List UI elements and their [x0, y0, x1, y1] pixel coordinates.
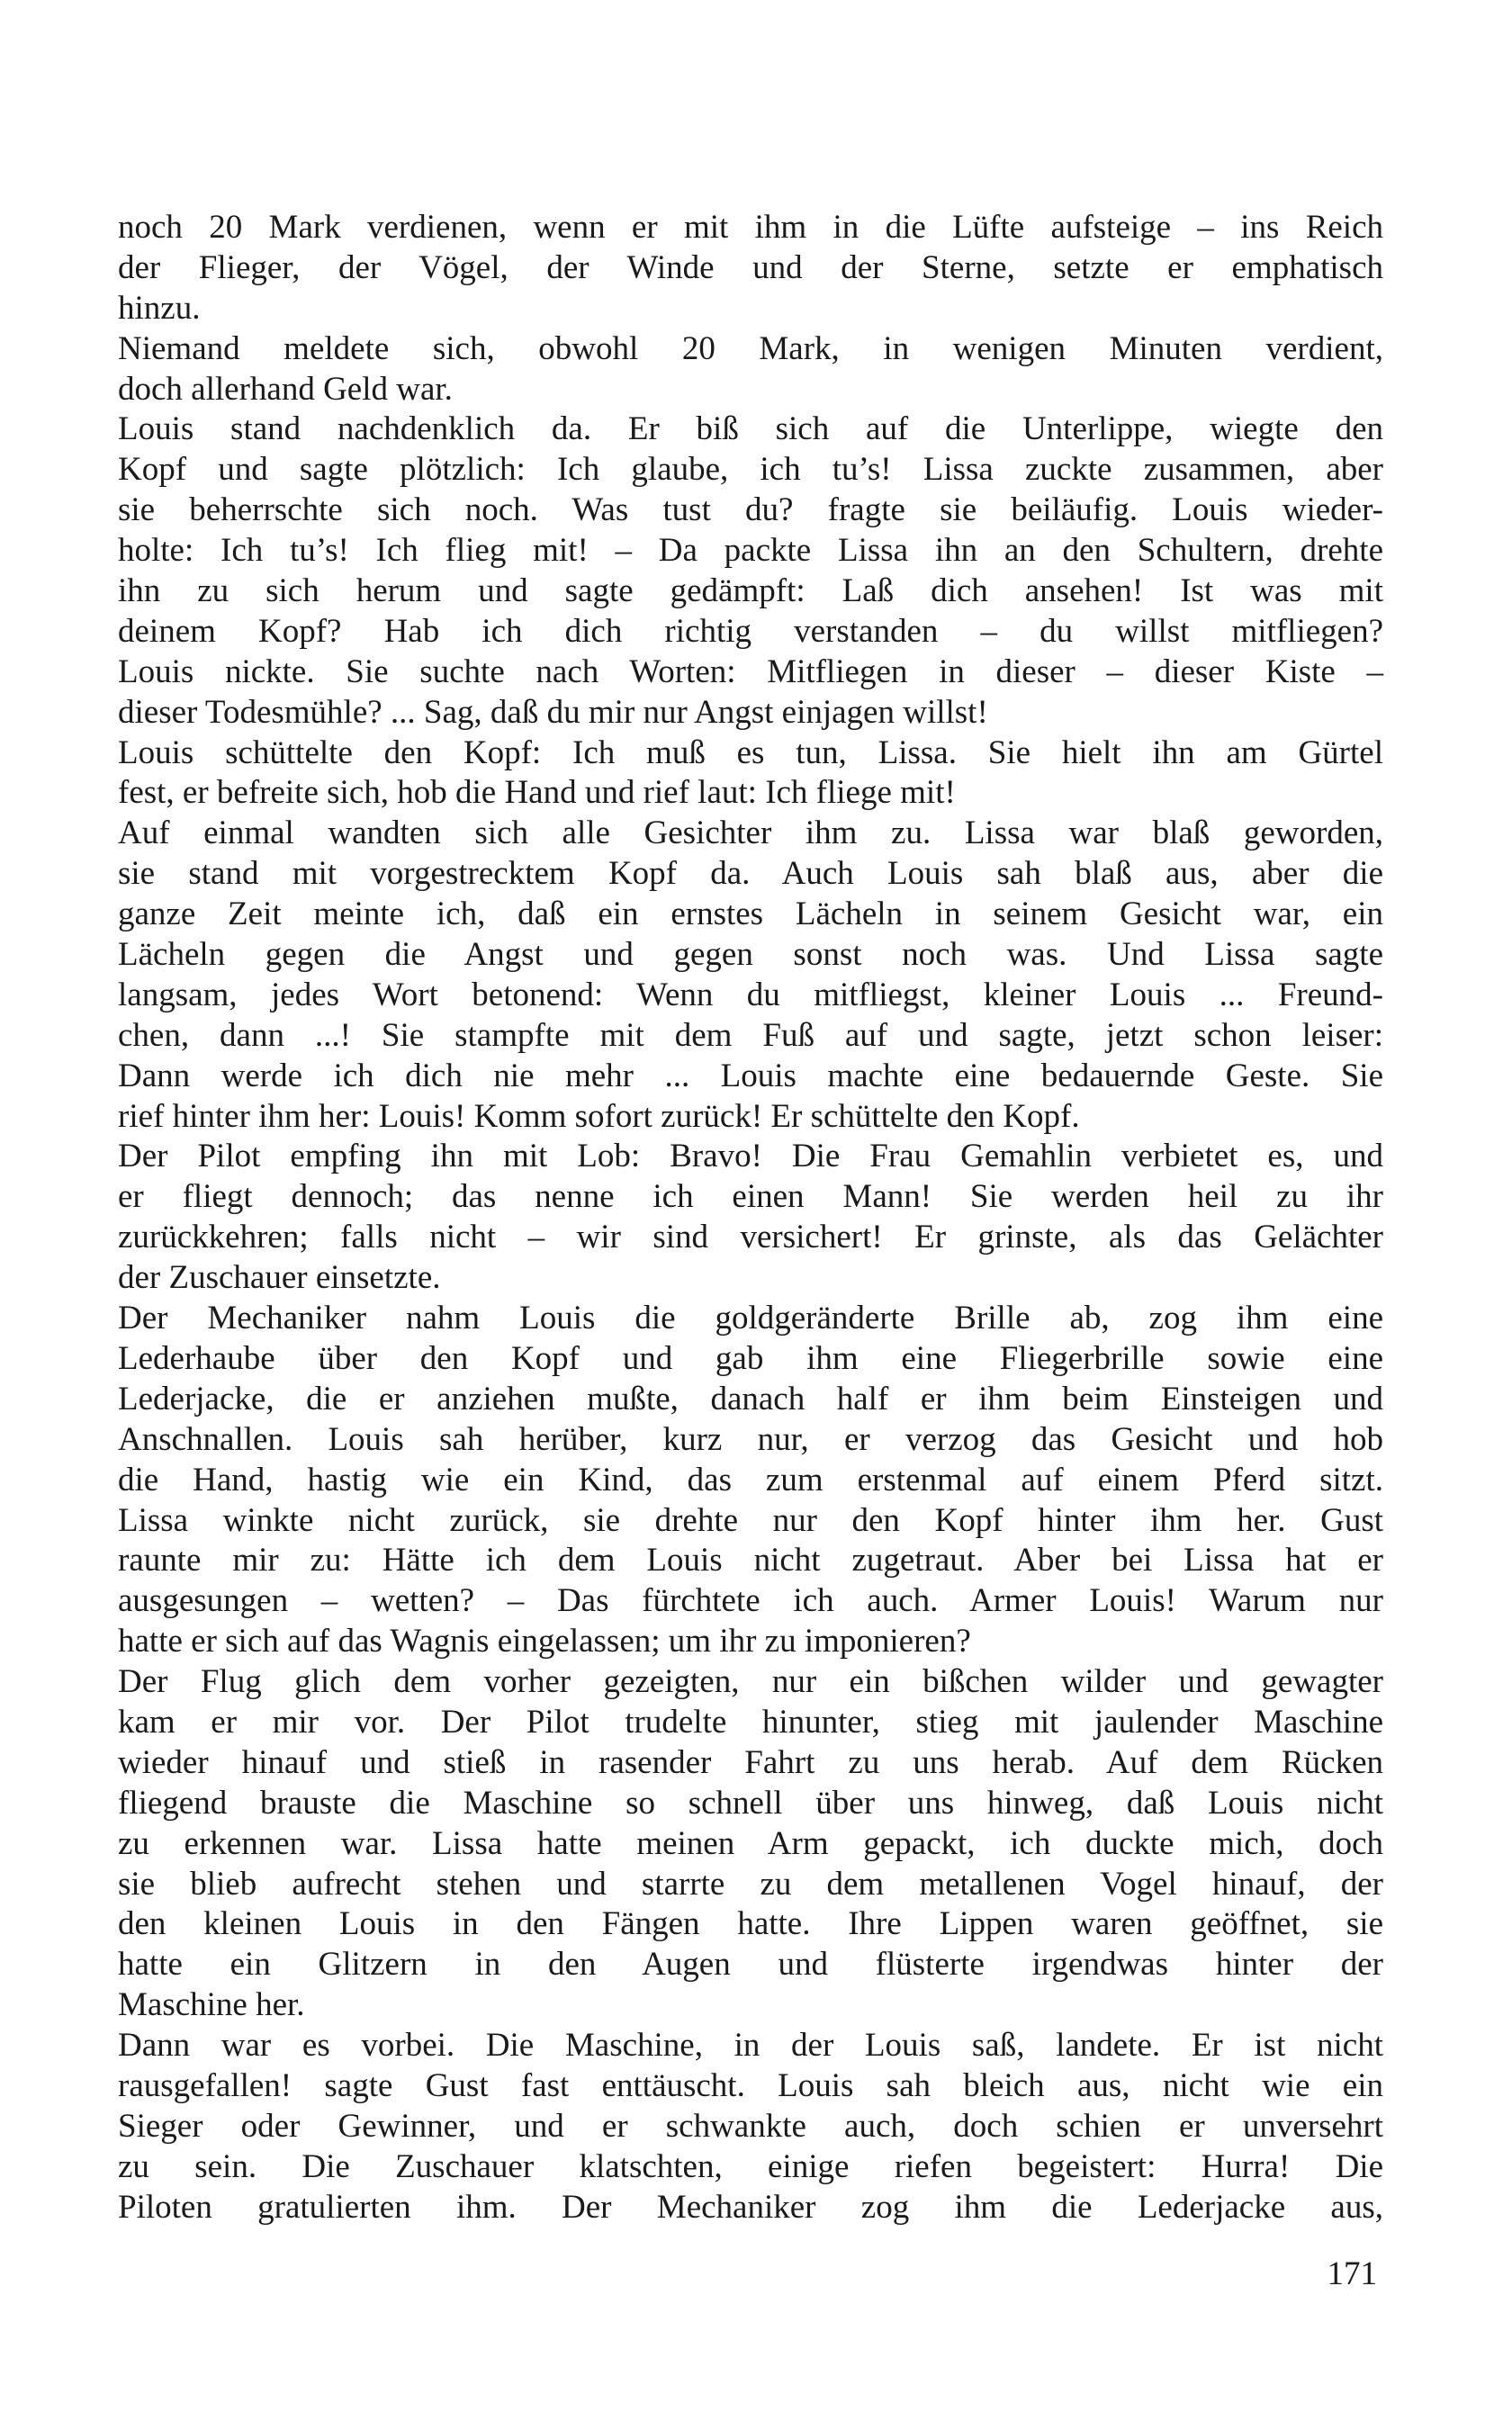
text-line: Der Mechaniker nahm Louis die goldgeränderte Brille ab, zog ihm eine — [118, 1300, 1383, 1337]
text-line: langsam, jedes Wort betonend: Wenn du mitfliegst, kleiner Louis ... Freund- — [118, 976, 1383, 1013]
text-line: doch allerhand Geld war. — [118, 370, 453, 408]
paragraph — [118, 329, 1383, 410]
paragraph — [118, 410, 1383, 733]
text-line: fest, er befreite sich, hob die Hand und rief laut: Ich fliege mit! — [118, 774, 956, 812]
text-line: hinzu. — [118, 289, 201, 327]
text-line: zurückkehren; falls nicht – wir sind versichert! Er grinste, als das Gelächter — [118, 1219, 1383, 1256]
paragraph — [118, 734, 1383, 814]
text-line: Lederhaube über den Kopf und gab ihm eine Fliegerbrille sowie eine — [118, 1339, 1383, 1377]
text-line: Der Pilot empfing ihn mit Lob: Bravo! Die Frau Gemahlin verbietet es, und — [118, 1138, 1383, 1175]
text-line: noch 20 Mark verdienen, wenn er mit ihm in die Lüfte aufsteige – ins Reich — [118, 209, 1383, 246]
text-line: Piloten gratulierten ihm. Der Mechaniker zog ihm die Lederjacke aus, — [118, 2188, 1383, 2226]
text-line: hatte er sich auf das Wagnis eingelassen; um ihr zu imponieren? — [118, 1623, 971, 1660]
text-line: Niemand meldete sich, obwohl 20 Mark, in wenigen Minuten verdient, — [118, 329, 1383, 367]
paragraph — [118, 2026, 1383, 2228]
text-line: Maschine her. — [118, 1986, 305, 2024]
text-line: wieder hinauf und stieß in rasender Fahrt zu uns herab. Auf dem Rücken — [118, 1743, 1383, 1781]
text-line: Sieger oder Gewinner, und er schwankte auch, doch schien er unversehrt — [118, 2107, 1383, 2145]
text-line: ihn zu sich herum und sagte gedämpft: Laß dich ansehen! Ist was mit — [118, 572, 1383, 610]
text-line: fliegend brauste die Maschine so schnell über uns hinweg, daß Louis nicht — [118, 1784, 1383, 1822]
text-line: rausgefallen! sagte Gust fast enttäuscht. Louis sah bleich aus, nicht wie ein — [118, 2066, 1383, 2104]
text-line: den kleinen Louis in den Fängen hatte. Ihre Lippen waren geöffnet, sie — [118, 1905, 1383, 1943]
text-line: Louis schüttelte den Kopf: Ich muß es tun, Lissa. Sie hielt ihn am Gürtel — [118, 734, 1383, 771]
text-line: rief hinter ihm her: Louis! Komm sofort zurück! Er schüttelte den Kopf. — [118, 1097, 1080, 1135]
text-line: er fliegt dennoch; das nenne ich einen Mann! Sie werden heil zu ihr — [118, 1178, 1383, 1216]
text-line: sie stand mit vorgestrecktem Kopf da. Auch Louis sah blaß aus, aber die — [118, 855, 1383, 893]
text-line: Der Flug glich dem vorher gezeigten, nur ein bißchen wilder und gewagter — [118, 1663, 1383, 1701]
text-line: sie beherrschte sich noch. Was tust du? fragte sie beiläufig. Louis wieder- — [118, 491, 1383, 529]
text-line: hatte ein Glitzern in den Augen und flüsterte irgendwas hinter der — [118, 1946, 1383, 1984]
text-line: Lederjacke, die er anziehen mußte, danach half er ihm beim Einsteigen und — [118, 1380, 1383, 1418]
text-line: der Flieger, der Vögel, der Winde und der Sterne, setzte er emphatisch — [118, 248, 1383, 286]
paragraph — [118, 208, 1383, 329]
paragraph — [118, 1299, 1383, 1662]
text-line: holte: Ich tu’s! Ich flieg mit! – Da packte Lissa ihn an den Schultern, drehte — [118, 532, 1383, 570]
text-line: Dann werde ich dich nie mehr ... Louis machte eine bedauernde Geste. Sie — [118, 1057, 1383, 1094]
paragraph — [118, 1662, 1383, 2026]
text-line: Louis nickte. Sie suchte nach Worten: Mitfliegen in dieser – dieser Kiste – — [118, 652, 1383, 690]
text-line: chen, dann ...! Sie stampfte mit dem Fuß auf und sagte, jetzt schon leiser: — [118, 1016, 1383, 1054]
text-line: dieser Todesmühle? ... Sag, daß du mir nur Angst einjagen willst! — [118, 693, 988, 731]
text-line: sie blieb aufrecht stehen und starrte zu dem metallenen Vogel hinauf, der — [118, 1865, 1383, 1903]
text-line: Auf einmal wandten sich alle Gesichter ihm zu. Lissa war blaß geworden, — [118, 814, 1383, 852]
text-line: Dann war es vorbei. Die Maschine, in der Louis saß, landete. Er ist nicht — [118, 2027, 1383, 2065]
text-line: ganze Zeit meinte ich, daß ein ernstes Lächeln in seinem Gesicht war, ein — [118, 896, 1383, 933]
text-line: der Zuschauer einsetzte. — [118, 1259, 441, 1297]
text-line: raunte mir zu: Hätte ich dem Louis nicht zugetraut. Aber bei Lissa hat er — [118, 1542, 1383, 1580]
text-line: Lächeln gegen die Angst und gegen sonst noch was. Und Lissa sagte — [118, 936, 1383, 974]
text-line: zu sein. Die Zuschauer klatschten, einige riefen begeistert: Hurra! Die — [118, 2147, 1383, 2185]
body-text — [118, 208, 1383, 2228]
page-number: 171 — [1327, 2255, 1377, 2292]
text-line: Louis stand nachdenklich da. Er biß sich auf die Unterlippe, wiegte den — [118, 410, 1383, 448]
text-line: deinem Kopf? Hab ich dich richtig verstanden – du willst mitfliegen? — [118, 612, 1383, 650]
text-line: die Hand, hastig wie ein Kind, das zum erstenmal auf einem Pferd sitzt. — [118, 1461, 1383, 1498]
paragraph — [118, 1137, 1383, 1299]
text-line: Kopf und sagte plötzlich: Ich glaube, ich tu’s! Lissa zuckte zusammen, aber — [118, 451, 1383, 489]
text-line: Lissa winkte nicht zurück, sie drehte nur den Kopf hinter ihm her. Gust — [118, 1501, 1383, 1539]
text-line: ausgesungen – wetten? – Das fürchtete ich auch. Armer Louis! Warum nur — [118, 1582, 1383, 1620]
text-line: Anschnallen. Louis sah herüber, kurz nur, er verzog das Gesicht und hob — [118, 1420, 1383, 1458]
paragraph — [118, 814, 1383, 1137]
text-line: zu erkennen war. Lissa hatte meinen Arm gepackt, ich duckte mich, doch — [118, 1824, 1383, 1862]
text-line: kam er mir vor. Der Pilot trudelte hinunter, stieg mit jaulender Maschine — [118, 1703, 1383, 1741]
